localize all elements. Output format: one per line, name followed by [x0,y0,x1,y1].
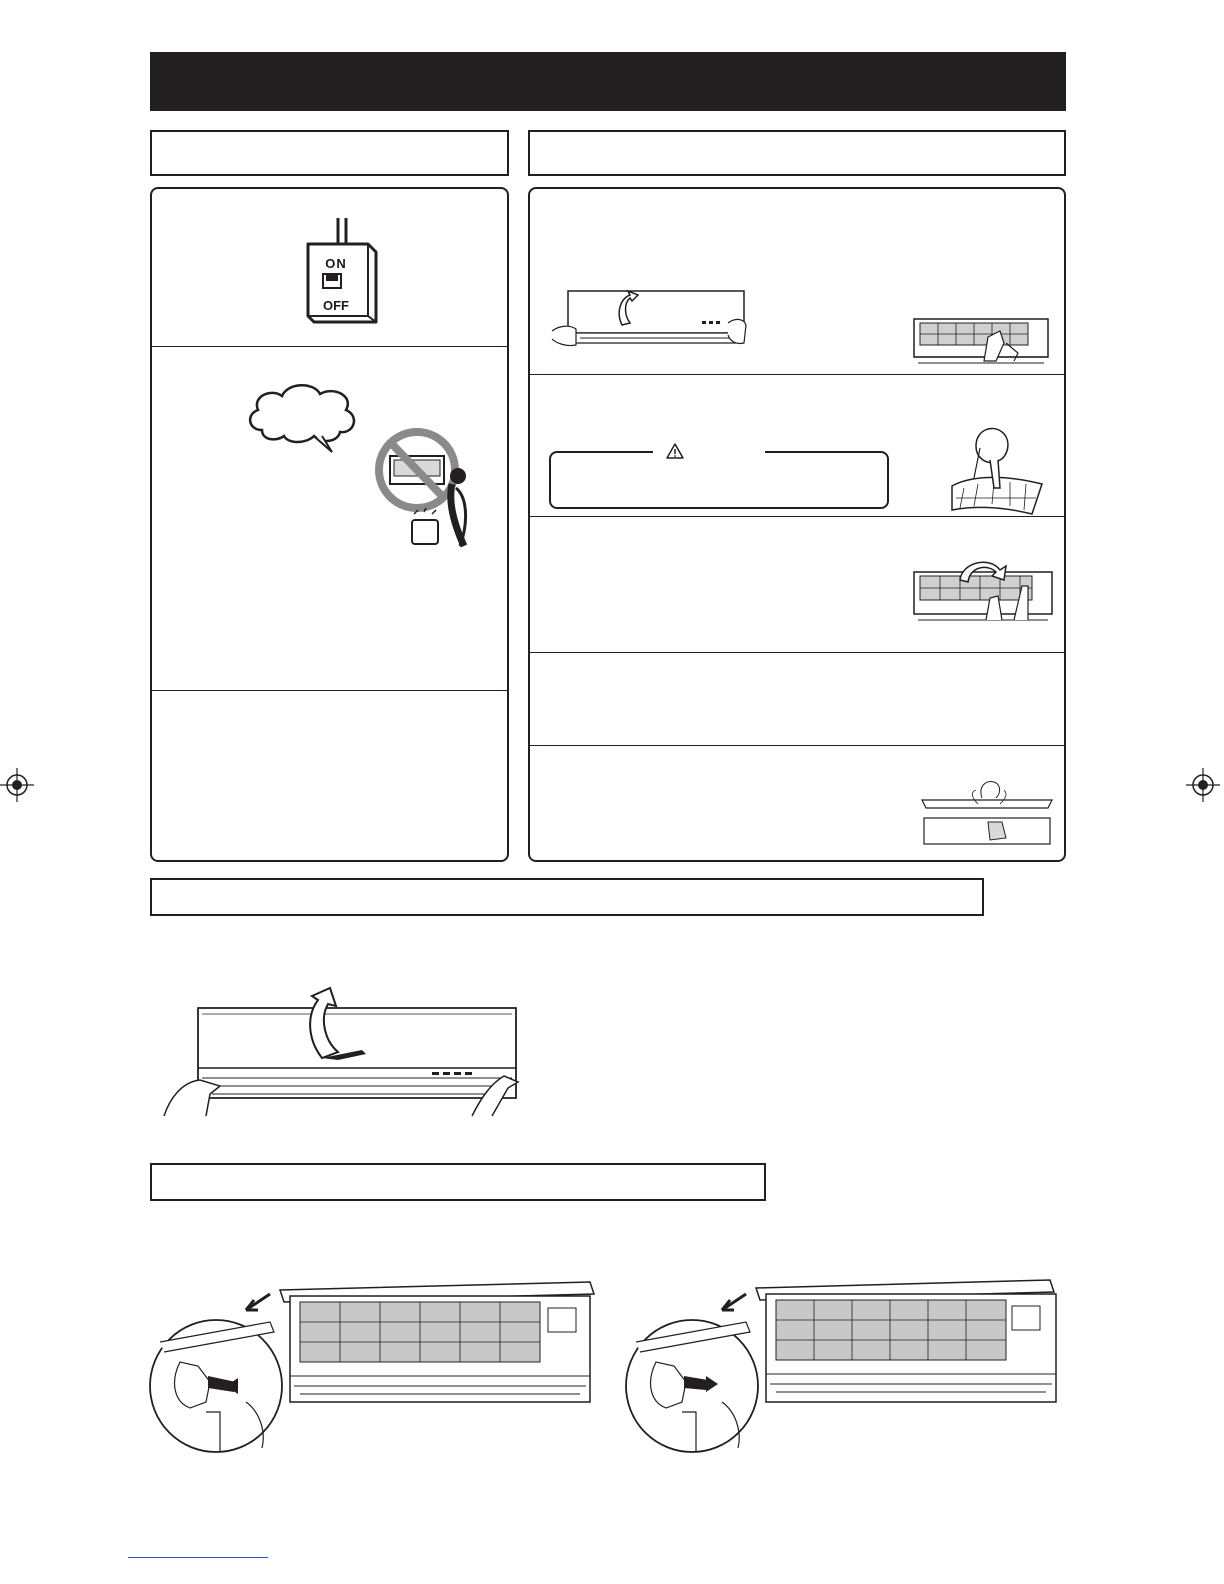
right-panel-divider-3 [529,652,1065,653]
filter-unlock-right-illustration [626,1276,1062,1456]
speech-cloud-icon [244,378,364,453]
open-panel-section-header [150,878,984,916]
no-water-warning-illustration [372,428,500,550]
filter-unlock-left-illustration [150,1282,602,1458]
left-panel-divider-2 [151,690,508,691]
wipe-panel-illustration [920,778,1054,848]
switch-on-label: ON [325,256,347,271]
caution-box [549,451,889,509]
footer-link-rule [128,1557,268,1558]
right-section-header [528,130,1066,176]
open-front-panel-small-illustration [550,285,750,350]
reinsert-filter-illustration [910,550,1058,626]
remove-filter-small-illustration [910,313,1054,369]
warning-triangle-icon [665,442,685,460]
registration-mark-right-icon [1186,768,1220,802]
left-section-header [150,130,509,176]
filter-section-header [150,1163,766,1201]
switch-off-label: OFF [323,298,349,313]
open-front-panel-large-illustration [162,988,524,1118]
right-panel-divider-4 [529,745,1065,746]
registration-mark-left-icon [0,768,34,802]
left-panel-divider-1 [151,346,508,347]
right-panel-divider-1 [529,374,1065,375]
page-title-bar [150,52,1066,111]
switch-toggle-icon [320,270,346,292]
vacuum-filter-illustration [950,418,1050,518]
